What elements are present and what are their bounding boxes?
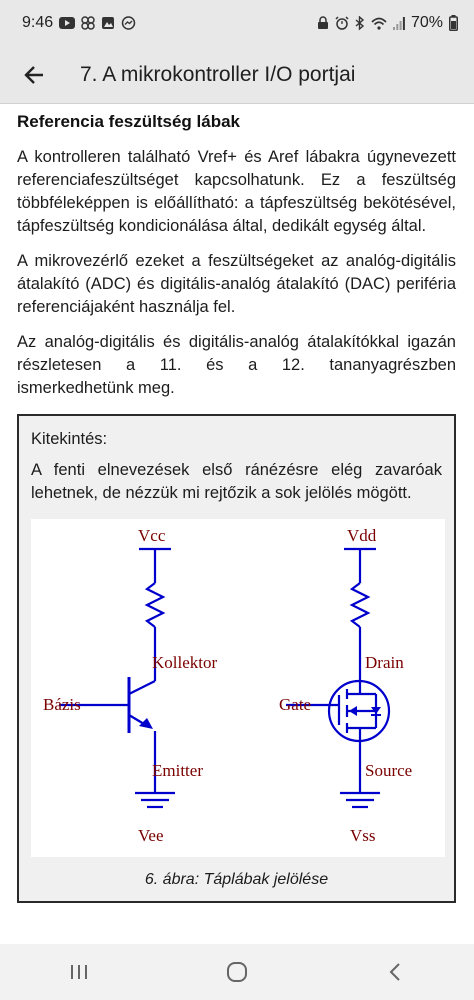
home-icon <box>226 961 248 983</box>
bjt-vee-label: Vee <box>138 826 164 845</box>
paragraph-1: A kontrolleren található Vref+ és Aref lábakra úgynevezett referenciafeszültséget kapcsolhatunk. Ez a feszültség többféleképpen is előállítható: a tápfeszültség bekötésével, tápfeszültség kondicionálása által, dedikált egység által. <box>17 148 456 235</box>
bjt-vcc-label: Vcc <box>138 526 166 545</box>
bjt-collector-lead <box>129 681 155 694</box>
back-button[interactable] <box>8 46 60 104</box>
wifi-icon <box>371 17 387 30</box>
mos-channel-arrow <box>349 706 357 716</box>
messenger-icon <box>121 16 136 31</box>
status-bar <box>0 0 474 46</box>
bjt-emitter-label: Emitter <box>152 761 203 780</box>
signal-icon <box>393 17 405 30</box>
back-icon <box>387 962 403 982</box>
mos-resistor <box>352 583 368 627</box>
article-content[interactable] <box>0 104 474 944</box>
status-time: 9:46 <box>22 14 54 31</box>
mos-gate-label: Gate <box>279 695 312 714</box>
bjt-resistor <box>147 583 163 627</box>
mos-source-label: Source <box>365 761 413 780</box>
alarm-icon <box>335 16 349 30</box>
battery-icon <box>449 15 458 31</box>
callout-box <box>17 414 456 903</box>
supply-pins-figure <box>31 519 445 857</box>
status-left <box>22 14 136 32</box>
gallery-icon <box>101 16 115 30</box>
app-bar <box>0 46 474 104</box>
lock-icon <box>317 16 329 30</box>
paragraph-3: Az analóg-digitális és digitális-analóg átalakítókkal igazán részletesen a 11. és a 12. tananyagrészben ismerkedhetünk meg. <box>17 333 456 397</box>
callout-text: A fenti elnevezések első ránézésre elég zavaróak lehetnek, de nézzük mi rejtőzik a sok jelölés mögött. <box>31 461 442 502</box>
section-heading: Referencia feszültség lábak <box>17 112 240 131</box>
recents-button[interactable] <box>39 944 119 1000</box>
arrow-back-icon <box>23 64 45 86</box>
status-right <box>317 14 458 32</box>
mos-vdd-label: Vdd <box>347 526 377 545</box>
page-title: 7. A mikrokontroller I/O portjai <box>80 62 356 86</box>
bluetooth-icon <box>355 16 365 31</box>
system-nav-bar <box>0 944 474 1000</box>
youtube-icon <box>59 17 75 29</box>
recents-icon <box>69 963 89 981</box>
callout-title: Kitekintés: <box>31 430 108 448</box>
system-back-button[interactable] <box>355 944 435 1000</box>
home-button[interactable] <box>197 944 277 1000</box>
paragraph-2: A mikrovezérlő ezeket a feszültségeket az analóg-digitális átalakító (ADC) és digitális-analóg átalakító (DAC) periféria referenciájaként használja fel. <box>17 252 456 316</box>
pinwheel-icon <box>81 16 95 30</box>
mos-vss-label: Vss <box>350 826 376 845</box>
battery-percent: 70% <box>410 14 443 31</box>
circuit-diagram <box>31 519 445 857</box>
bjt-collector-label: Kollektor <box>152 653 218 672</box>
bjt-base-label: Bázis <box>43 695 81 714</box>
mos-drain-label: Drain <box>365 653 404 672</box>
figure-caption: 6. ábra: Táplábak jelölése <box>144 871 329 888</box>
